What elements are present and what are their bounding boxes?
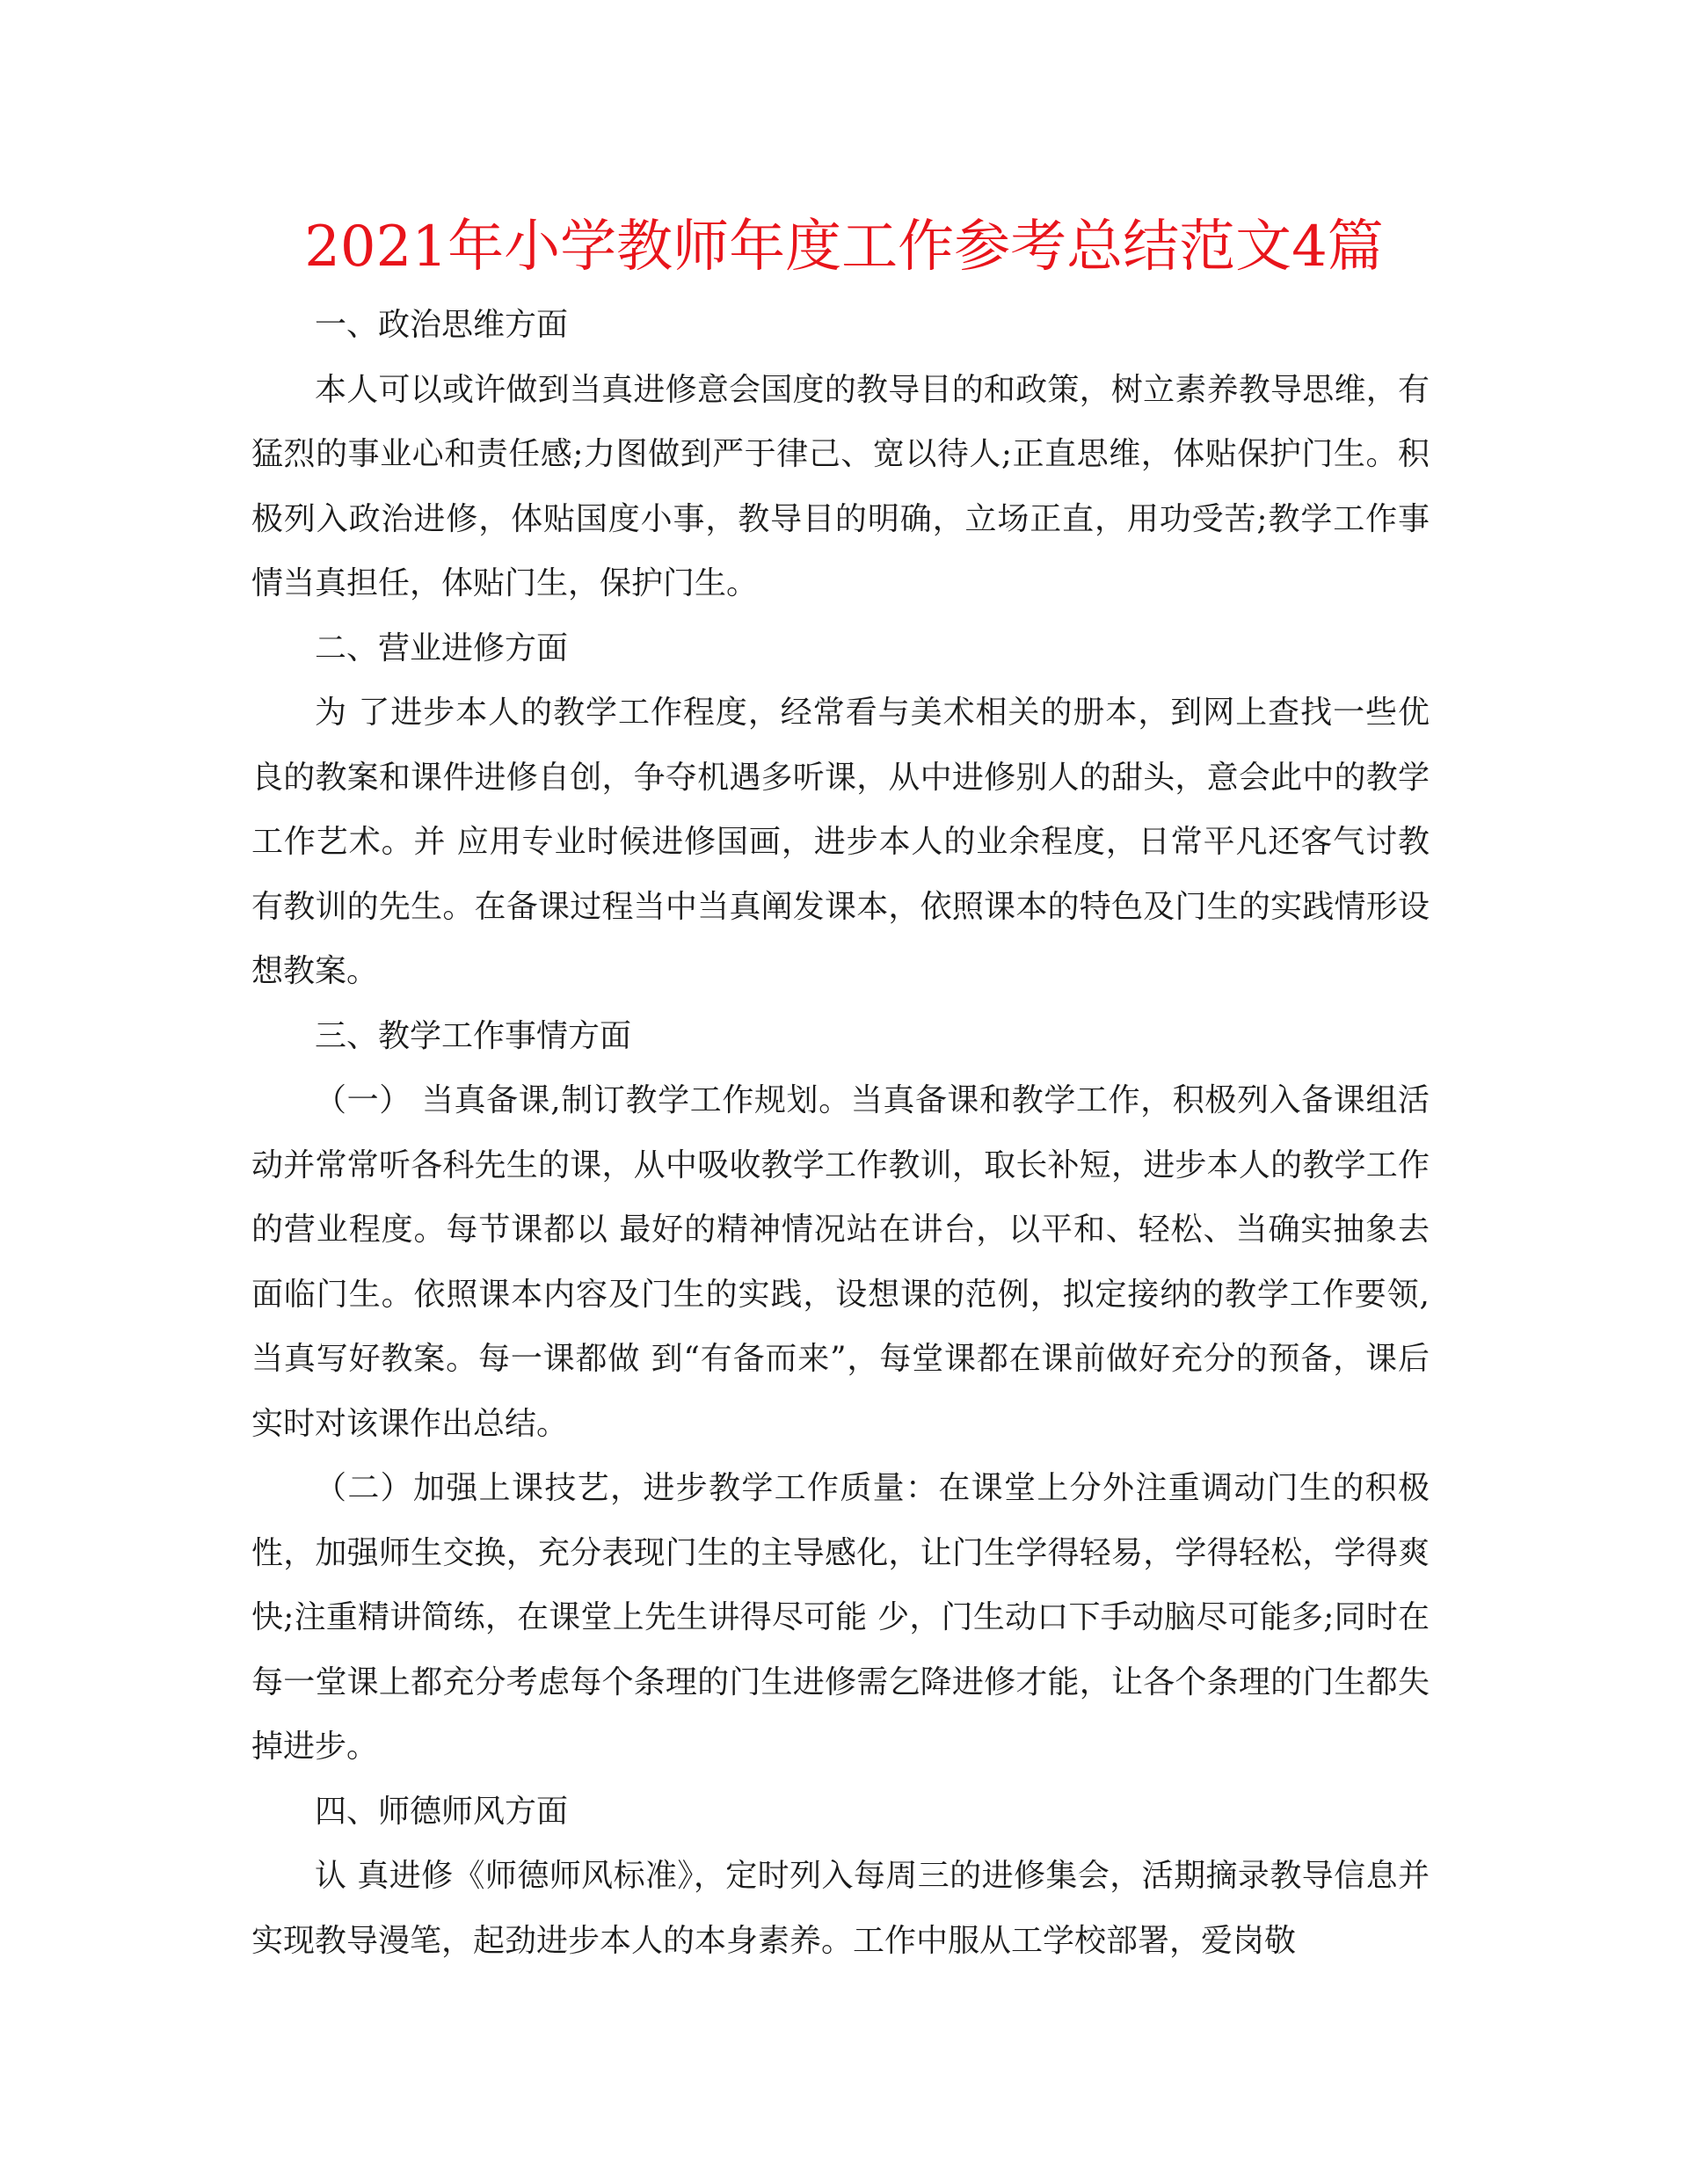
section-heading-ethics: 四、师德师风方面 — [315, 1793, 569, 1830]
document-title: 2021年小学教师年度工作参考总结范文4篇 — [304, 215, 1384, 280]
section-heading-teaching: 三、教学工作事情方面 — [315, 1017, 632, 1054]
section-heading-politics: 一、政治思维方面 — [315, 307, 569, 343]
document-body — [251, 293, 1430, 1973]
paragraph-politics: 本人可以或许做到当真进修意会国度的教导目的和政策，树立素养教导思维，有猛烈的事业心和责任感;力图做到严于律己、宽以待人;正直思维，体贴保护门生。积极列入政治进修，体贴国度小事，教导目的明确，立场正直，用功受苦;教学工作事情当真担任，体贴门生，保护门生。 — [251, 371, 1430, 601]
paragraph-teaching-2: （二）加强上课技艺，进步教学工作质量：在课堂上分外注重调动门生的积极性，加强师生交换，充分表现门生的主导感化，让门生学得轻易，学得轻松，学得爽快;注重精讲简练，在课堂上先生讲得尽可能 少，门生动口下手动脑尽可能多;同时在每一堂课上都充分考虑每个条理的门生进修需乞降进修才能，让各个条理的门生都失掉进步。 — [251, 1470, 1430, 1765]
paragraph-teaching-1: （一） 当真备课,制订教学工作规划。当真备课和教学工作，积极列入备课组活动并常常听各科先生的课，从中吸收教学工作教训，取长补短，进步本人的教学工作的营业程度。每节课都以 最好的精神情况站在讲台，以平和、轻松、当确实抽象去面临门生。依照课本内容及门生的实践，设想课的范例，拟定接纳的教学工作要领,当真写好教案。每一课都做 到“有备而来”，每堂课都在课前做好充分的预备，课后实时对该课作出总结。 — [251, 1082, 1430, 1442]
section-heading-study: 二、营业进修方面 — [315, 630, 569, 666]
paragraph-ethics: 认 真进修《师德师风标准》，定时列入每周三的进修集会，活期摘录教导信息并实现教导漫笔，起劲进步本人的本身素养。工作中服从工学校部署，爱岗敬 — [251, 1858, 1430, 1959]
paragraph-study: 为 了进步本人的教学工作程度，经常看与美术相关的册本，到网上查找一些优良的教案和课件进修自创，争夺机遇多听课，从中进修别人的甜头，意会此中的教学工作艺术。并 应用专业时候进修国画，进步本人的业余程度，日常平凡还客气讨教有教训的先生。在备课过程当中当真阐发课本，依照课本的特色及门生的实践情形设想教案。 — [251, 695, 1430, 989]
